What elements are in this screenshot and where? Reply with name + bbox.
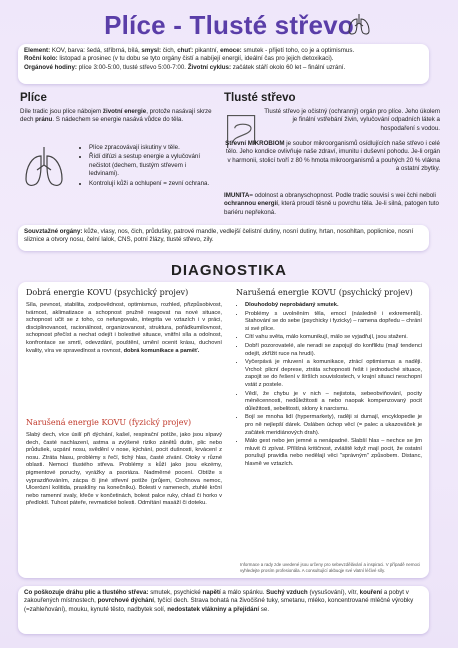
list-item: • Vyčerpává je mluvení a komunikace, ztrácí optimismus a naději. Vrchol: plicní deprese, ztráta schopnosti řešit i jednoduché situace, zapojit se do řešení v širších souvislostech, v krajní situaci neschopní vstát z postele. xyxy=(245,359,422,389)
narusena-psychicky-list xyxy=(236,302,422,469)
dobra-heading: Dobrá energie KOVU (psychický projev) xyxy=(26,288,189,297)
element-info-box: Element: KOV, barva: šedá, stříbrná, bílá, smysl: čich, chuť: pikantní, emoce: smutek - přijetí toho, co je a optimismus. Roční kolo: listopad a prosinec (v tu dobu se tyto orgány čistí a nabíjejí energií, ideální čas pro jejich detoxikaci). Orgánové hodiny: plíce 3:00-5:00, tlusté střevo 5:00-7:00. Životní cyklus: začátek stáří okolo 60 let – finální uzrání. xyxy=(18,44,429,84)
list-item: • Bojí se mnoha lidí (hypermarkety), raději si dumají, encyklopedie je pro ně nejlepší dárek. Osláben úchop věcí (= palec a ukazováček je začátek meridiánových drah). xyxy=(245,414,422,437)
list-item: • Vědí, že chybu je v nich – nejistota, sebeobviňování, pocity méněcennosti, nedůležitosti a nebo naopak kompenzovaný pocit důležitosti, sebelitosti, sklony k narcismu. xyxy=(245,391,422,414)
list-item: • Dlouhodobý neprobádaný smutek. xyxy=(245,302,422,310)
narusena-psychicky-heading: Narušená energie KOVU (psychický projev) xyxy=(236,288,413,297)
souvztazne-box: Souvztažné orgány: kůže, vlasy, nos, čich, průdušky, patrové mandle, vedlejší čelistní dutiny, nosní dutiny, hrtan, nosohltan, poplicnice, nosní sliznice a otvory nosu, čelní lalok, CNS, potní žlázy, tlusté střevo, zily. xyxy=(18,225,429,251)
list-item: • Kontrolují kůži a ochlupení = zevní ochrana. xyxy=(89,180,212,188)
diagnostika-heading: DIAGNOSTIKA xyxy=(171,262,287,279)
plice-intro: Díle tradic jsou plíce nábojem životní energie, protože nasávají skrze dech pránu. S nádechem se energie nasává vůdce do těla. xyxy=(20,108,212,124)
list-item: • Řídí difúzi a sestup energie a vylučování nečistot (dechem, tlustým střevem i ledvinami). xyxy=(89,153,212,178)
list-item: • Problémy s uvolněním těla, emocí (následně i exkrementů). Stahování se do sebe (psychicky i fyzicky) – ramena dopředu – chrání si své plíce. xyxy=(245,311,422,334)
disclaimer-note: Informace a rady zde uvedené jsou určeny pro sebevzdělávání a inspiraci. V případě nemoci vyhledejte prosím profesionála. A consultující akbuqje své vlatní léčivé síly. xyxy=(240,562,421,573)
list-item: • Málo gest nebo jen jemné a nenápadné. Slabší hlas – nechce se jim mluvit či zpívat. Přílišná kritičnost, zvláště když mají pocit, že ostatní porušují pravidla nebo nedělají věci "správným" způsobem. Distanc, hlavně ve vztazích. xyxy=(245,438,422,468)
list-item: • Plíce zpracovávají iskutiny v těle. xyxy=(89,144,212,152)
lungs-illustration xyxy=(20,143,68,191)
poskozuje-box: Co poškozuje dráhu plic a tlustého střeva: smutek, psychické napětí a málo spánku. Suchý vzduch (vysušování), vítr, kouření a pobyt v zakouřených místnostech, povrchové dýchání, tyčící dech. Strava bohatá na živočišné tuky, smetanu, mléko, koncentrované mléčné výrobky (=zahleňování), mouku, kynuté těsto, nadbytek solí, nedostatek vlákniny a přejídání se. xyxy=(18,586,429,634)
mikrobiom-text: Střevní MIKROBIOM je soubor mikroorganismů osídlujících naše střevo i celé tělo. Jeho kondice ovlivňuje naše zdraví, imunitu i duševní pohodu. Je-li orgán v harmonii, stolicí tvoří z 80 % hmota mikroorganismů a pouhých 20 % vlákna a ostatní zbytky. xyxy=(225,140,440,173)
dobra-text: Síla, pevnost, stabilita, zodpovědnost, optimismus, rozhled, přizpůsobivost, tvárnost, aklimatizace a schopnost pružně reagovat na nové situace, schopnost učit se z toho, co nefungovalo, integrita ve vztazích i v práci, disciplinovanost, racionálnost, organizovanost, struktura, pořádkumilovnost, schopnost přečíst a nechat odejít i bolestivé situace, vnitřní síla a odolnost, konfrontace se smrtí, odevzdání, pouštění, umění ocenit krásu, duchovní kvality, víra ve spravedlnost a rovnost, dobrá komunikace a paměť. xyxy=(26,302,222,354)
plice-bullets xyxy=(80,144,212,189)
narusena-fyzicky-heading: Narušená energie KOVU (fyzický projev) xyxy=(26,418,192,427)
page-title: Plíce - Tlusté střevo xyxy=(104,10,354,40)
strevo-text: Tlusté střevo je očistný (ochranný) orgán pro plíce. Jeho úkolem je finální vstřebání živin, vylučování odpadních látek a hospodaření s vodou. xyxy=(264,108,440,132)
imunita-text: IMUNITA= odolnost a obranyschopnost. Podle tradic souvisí s wei čchi neboli ochrannou energií, která proudí těsně u povrchu těla. Je-li silná, patogen tuto bariéru nepřekoná. xyxy=(224,192,439,216)
lungs-icon xyxy=(346,11,372,37)
list-item: • Dobří pozorovatelé, ale neradi se zapojují do konfliktu (mají tendenci odejít, zkřížit ruce na hrudi). xyxy=(245,343,422,358)
plice-heading: Plíce xyxy=(20,92,47,104)
list-item: • Cítí vahu světa, málo komunikují, málo se vyjadřují, jsou staženi. xyxy=(245,334,422,342)
narusena-fyzicky-text: Slabý dech, více úsilí při dýchání, kašel, respirační potíže, jako jsou sípavý dech, časté nachlazení, astma a zvýšené riziko zánětů dutin, plic nebo průdušek, ucpání nosu, svědění v nose, kýchání, pocit dušnosti, krvácení z nosu. Ztráta hlasu, problémy s řečí, tichý hlas, časté zívání. Otoky v různé oblasti. Nemoci tlustého střeva. Problémy s kůží jako jsou ekzémy, pigmentové poruchy, vyrážky a psoriáza. Nadměrné pocení. Obtíže s vyprazdňováním, zácpa či jiné střevní potíže (průjem, Crohnova nemoc, Ulcerózní kolitida, prasklíny na konečníku). Bolesti v ramenech, ztuhlé krční nebo ramenní svaly, křeče v končetinách, bolest palce ruky, chlad či horko v předloktí. Tuhost páteře, revmatické bolesti. Odmítání masáží či doteku. xyxy=(26,432,222,507)
strevo-heading: Tlusté střevo xyxy=(224,92,296,104)
